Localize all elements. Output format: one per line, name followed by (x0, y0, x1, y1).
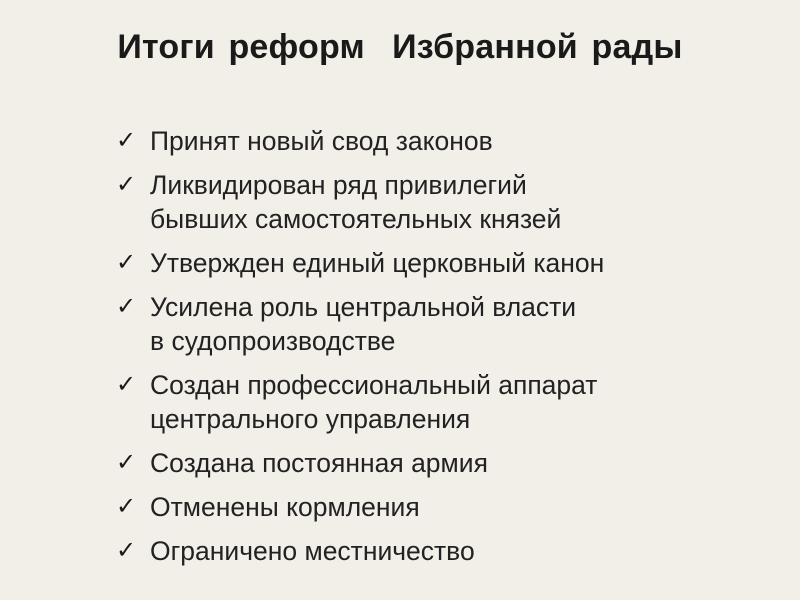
results-list (116, 124, 786, 578)
list-item-text: Принят новый свод законов (150, 126, 493, 156)
check-mark-icon: ✓ (116, 537, 137, 564)
check-mark-icon: ✓ (116, 127, 137, 154)
check-mark-icon: ✓ (116, 449, 137, 476)
list-item-text: Ликвидирован ряд привилегий бывших самостоятельных князей (150, 170, 562, 234)
list-item (116, 168, 786, 236)
list-item (116, 534, 786, 568)
list-item (116, 490, 786, 524)
list-item-text: Ограничено местничество (150, 536, 475, 566)
check-mark-icon: ✓ (116, 171, 137, 198)
list-item-text: Утвержден единый церковный канон (150, 248, 605, 278)
slide-title: Итоги реформ Избранной рады (117, 28, 683, 66)
list-item-text: Создана постоянная армия (150, 448, 488, 478)
list-item-text: Усилена роль центральной власти в судопроизводстве (150, 292, 577, 356)
list-item (116, 246, 786, 280)
list-item (116, 446, 786, 480)
check-mark-icon: ✓ (116, 371, 137, 398)
list-item (116, 290, 786, 358)
check-mark-icon: ✓ (116, 493, 137, 520)
list-item (116, 124, 786, 158)
list-item-text: Отменены кормления (150, 492, 420, 522)
check-mark-icon: ✓ (116, 249, 137, 276)
list-item-text: Создан профессиональный аппарат центрального управления (150, 370, 598, 434)
list-item (116, 368, 786, 436)
check-mark-icon: ✓ (116, 293, 137, 320)
